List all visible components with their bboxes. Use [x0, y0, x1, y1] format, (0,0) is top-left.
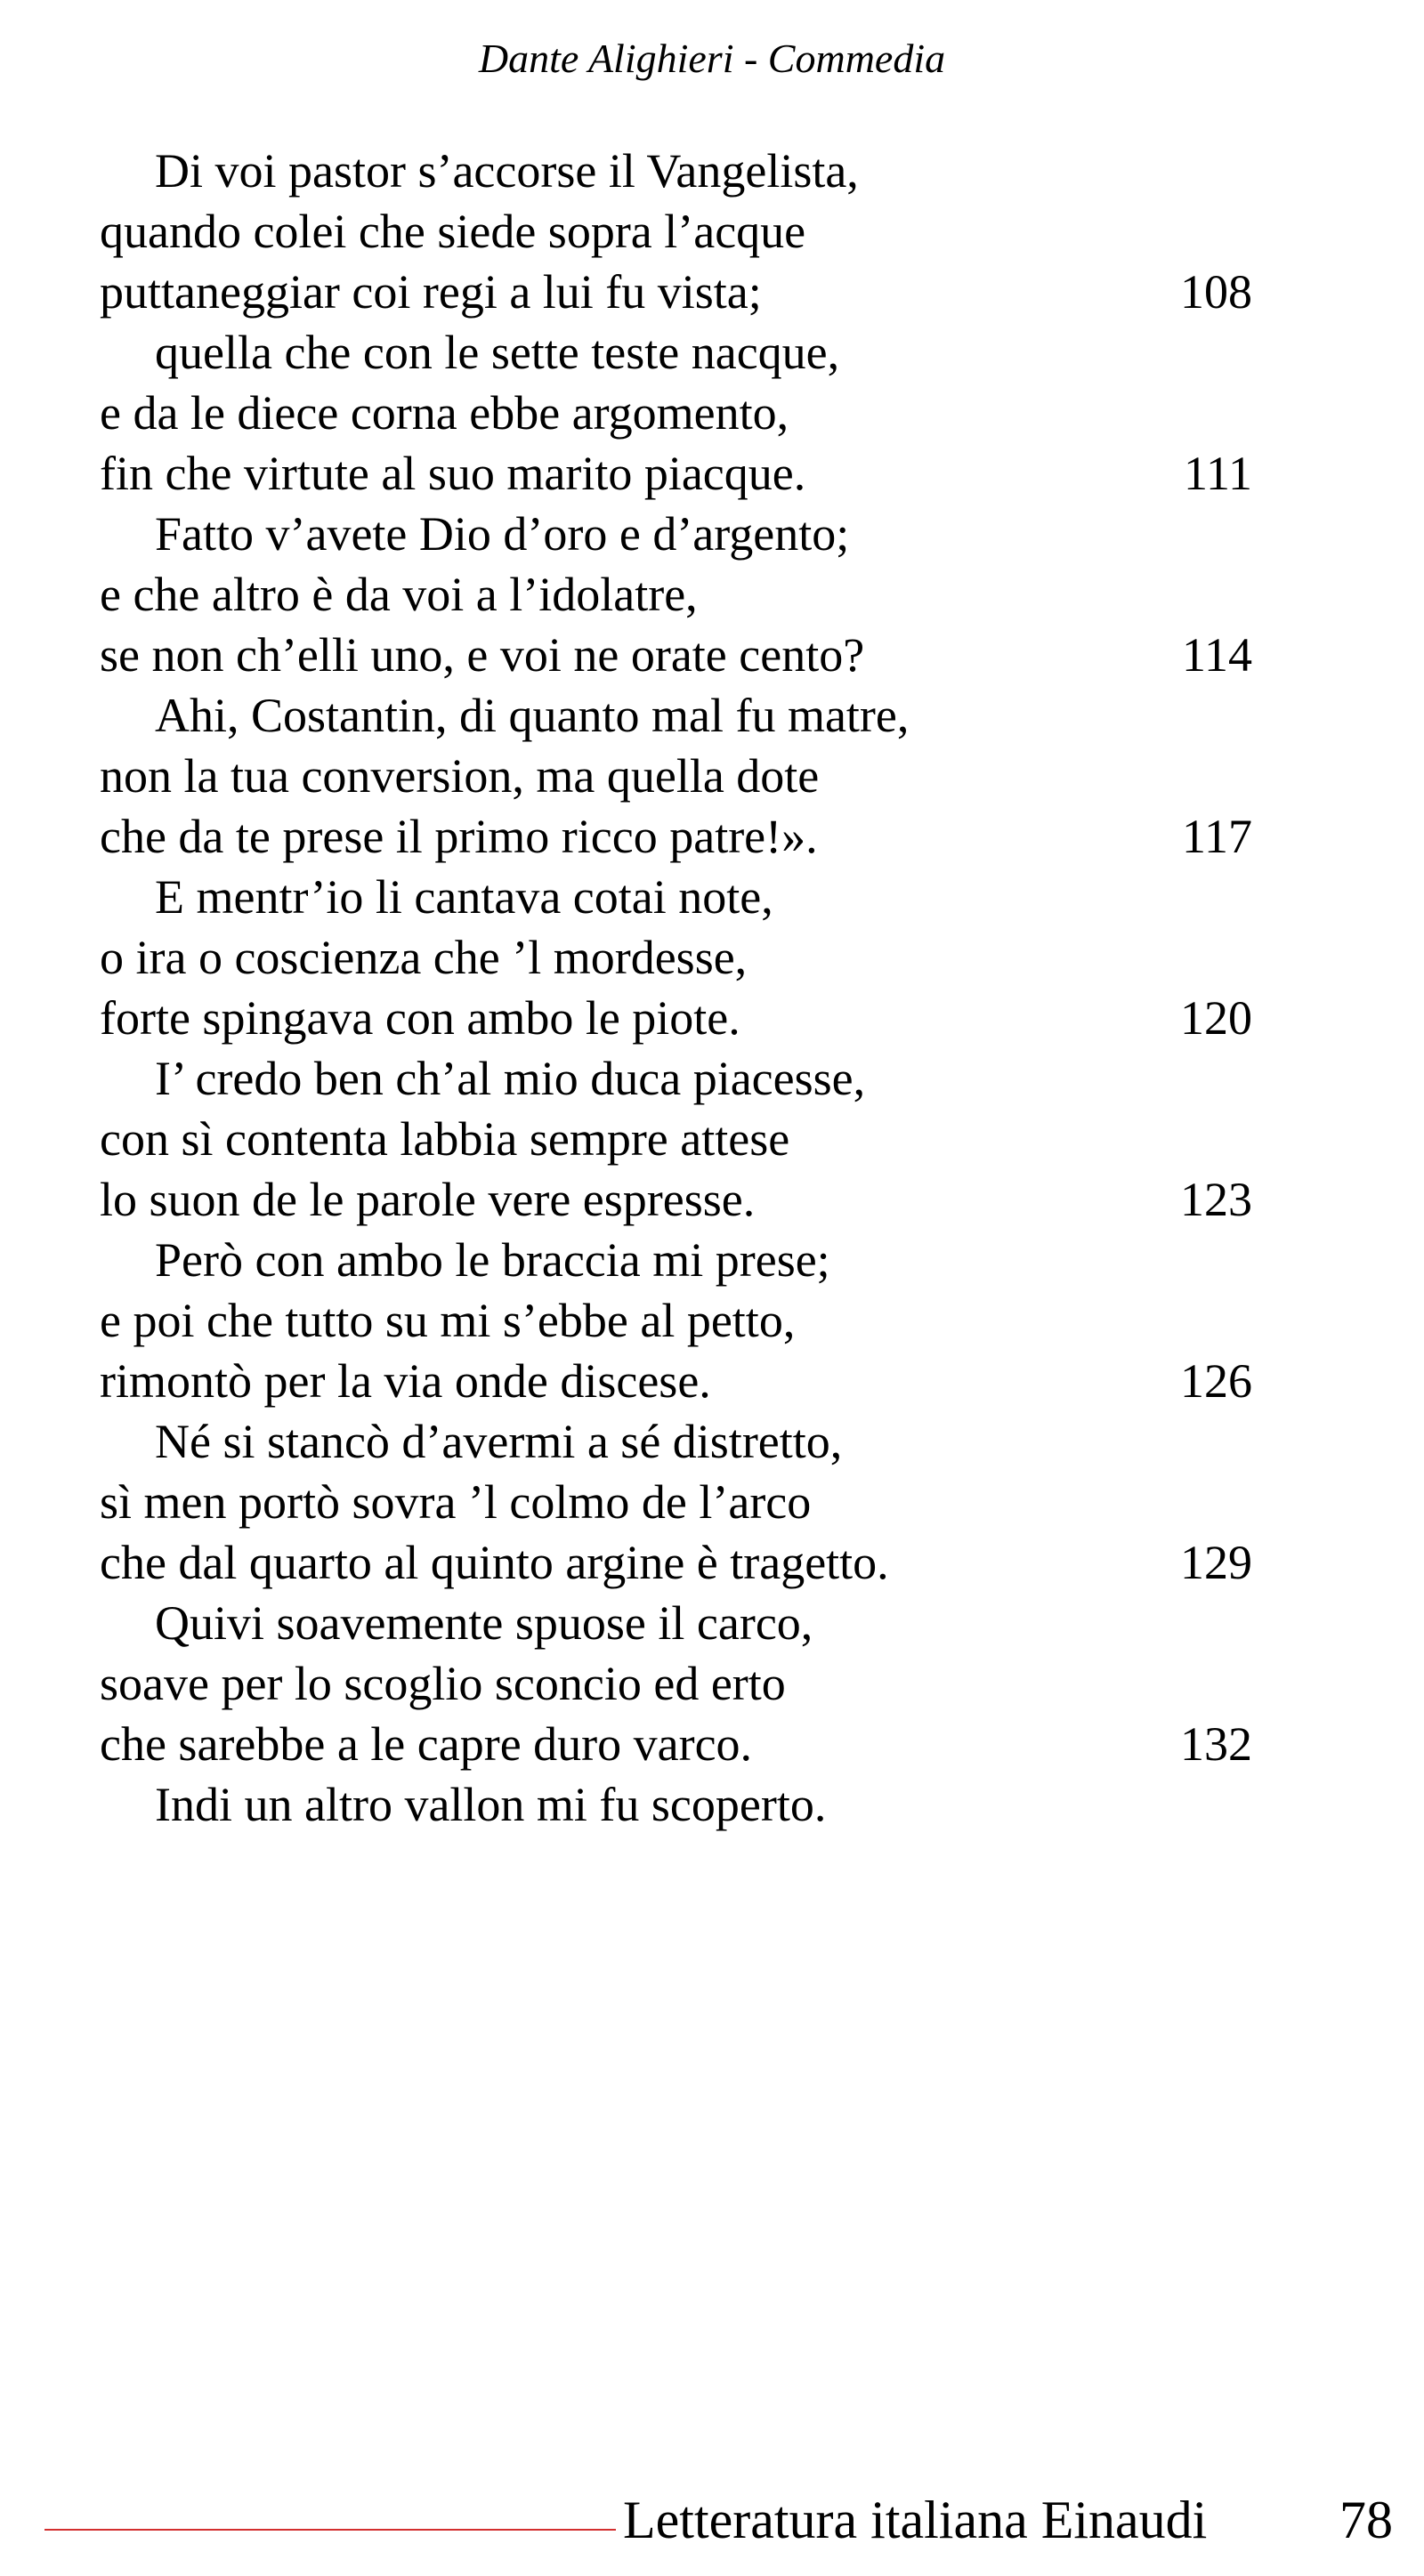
verse-text: puttaneggiar coi regi a lui fu vista; — [100, 265, 762, 319]
verse-line — [100, 1230, 1257, 1290]
line-number: 123 — [1180, 1173, 1252, 1226]
verse-text: Però con ambo le braccia mi prese; — [155, 1233, 830, 1287]
verse-line — [100, 806, 1257, 867]
line-number: 129 — [1180, 1536, 1252, 1589]
line-number: 111 — [1184, 447, 1252, 500]
verse-text: rimontò per la via onde discese. — [100, 1354, 711, 1408]
verse-text: con sì contenta labbia sempre attese — [100, 1112, 790, 1166]
verse-text: sì men portò sovra ’l colmo de l’arco — [100, 1475, 812, 1529]
verse-text: o ira o coscienza che ’l mordesse, — [100, 931, 748, 984]
verse-text: Ahi, Costantin, di quanto mal fu matre, — [155, 689, 910, 742]
page-footer — [0, 2488, 1424, 2559]
verse-line — [100, 1774, 1257, 1835]
verse-line — [100, 443, 1257, 504]
page-number: 78 — [1339, 2491, 1393, 2549]
verse-text: e poi che tutto su mi s’ebbe al petto, — [100, 1294, 796, 1347]
verse-line — [100, 322, 1257, 383]
verse-line — [100, 1169, 1257, 1230]
publisher-name: Letteratura italiana Einaudi — [623, 2491, 1208, 2549]
verse-text: che dal quarto al quinto argine è tragetto. — [100, 1536, 889, 1589]
verse-line — [100, 1351, 1257, 1411]
line-number: 114 — [1182, 628, 1252, 682]
verse-text: che da te prese il primo ricco patre!». — [100, 810, 818, 863]
running-header: Dante Alighieri - Commedia — [478, 36, 946, 81]
line-number: 108 — [1180, 265, 1252, 319]
verse-text: non la tua conversion, ma quella dote — [100, 749, 820, 803]
verse-line — [100, 1048, 1257, 1109]
line-number: 117 — [1182, 810, 1252, 863]
verse-text: I’ credo ben ch’al mio duca piacesse, — [155, 1052, 866, 1105]
footer-rule — [44, 2529, 616, 2531]
verse-line — [100, 746, 1257, 806]
line-number: 120 — [1180, 991, 1252, 1045]
verse-text: fin che virtute al suo marito piacque. — [100, 447, 806, 500]
verse-text: Di voi pastor s’accorse il Vangelista, — [155, 144, 859, 198]
verse-text: quella che con le sette teste nacque, — [155, 326, 840, 379]
verse-text: e che altro è da voi a l’idolatre, — [100, 568, 698, 621]
verse-text: se non ch’elli uno, e voi ne orate cento? — [100, 628, 865, 682]
verse-text: forte spingava con ambo le piote. — [100, 991, 740, 1045]
verse-text: che sarebbe a le capre duro varco. — [100, 1717, 753, 1771]
verse-text: soave per lo scoglio sconcio ed erto — [100, 1657, 786, 1710]
verse-text: E mentr’io li cantava cotai note, — [155, 870, 773, 924]
verse-line — [100, 1472, 1257, 1532]
verse-line — [100, 1109, 1257, 1169]
verse-text: Quivi soavemente spuose il carco, — [155, 1596, 813, 1650]
verse-line — [100, 867, 1257, 927]
verse-line — [100, 383, 1257, 443]
line-number: 126 — [1180, 1354, 1252, 1408]
verse-line — [100, 262, 1257, 322]
verse-line — [100, 1653, 1257, 1714]
verse-line — [100, 685, 1257, 746]
verse-text: lo suon de le parole vere espresse. — [100, 1173, 756, 1226]
verse-line — [100, 1411, 1257, 1472]
verse-text: e da le diece corna ebbe argomento, — [100, 386, 789, 440]
verse-line — [100, 1290, 1257, 1351]
verse-line — [100, 927, 1257, 988]
line-number: 132 — [1180, 1717, 1252, 1771]
verse-text: Fatto v’avete Dio d’oro e d’argento; — [155, 507, 850, 561]
verse-line — [100, 201, 1257, 262]
verse-line — [100, 141, 1257, 201]
verse-line — [100, 1714, 1257, 1774]
verse-text: quando colei che siede sopra l’acque — [100, 205, 806, 258]
verse-line — [100, 625, 1257, 685]
poem-text — [100, 141, 1257, 1835]
verse-text: Né si stancò d’avermi a sé distretto, — [155, 1415, 843, 1468]
verse-text: Indi un altro vallon mi fu scoperto. — [155, 1778, 827, 1831]
verse-line — [100, 1593, 1257, 1653]
verse-line — [100, 504, 1257, 564]
verse-line — [100, 988, 1257, 1048]
verse-line — [100, 564, 1257, 625]
verse-line — [100, 1532, 1257, 1593]
